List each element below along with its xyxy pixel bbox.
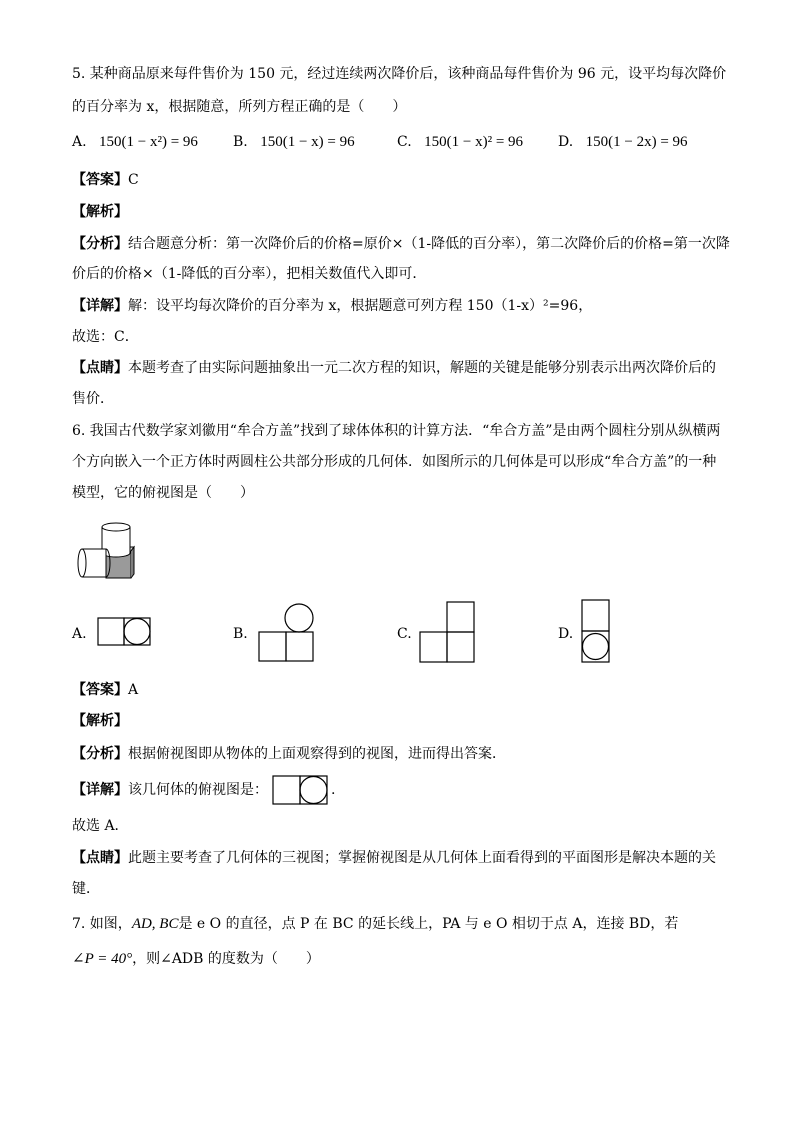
fenxi-tag: 【分析】 (72, 236, 128, 252)
q7-line-2-rest: ，则∠ADB 的度数为（ ） (132, 951, 320, 967)
xiangjie-text: 该几何体的俯视图是： (128, 782, 268, 798)
option-expression: 150(1 − x)² = 96 (424, 134, 524, 150)
q5-guxuan: 故选：C． (72, 329, 139, 345)
fenxi-tag: 【分析】 (72, 746, 128, 762)
q5-line-1: 5. 某种商品原来每件售价为 150 元，经过连续两次降价后，该种商品每件售价为 96 元，设平均每次降价 (72, 66, 727, 82)
q5-option-a[interactable] (72, 132, 198, 152)
option-expression: 150(1 − x) = 96 (260, 134, 355, 150)
option-label: C. (397, 134, 412, 150)
q5-xiangjie (72, 296, 592, 316)
q5-option-b[interactable] (233, 132, 355, 152)
q6-option-b-label[interactable]: B. (233, 626, 248, 642)
q5-line-2: 的百分率为 x，根据随意，所列方程正确的是（ ） (72, 99, 407, 115)
q6-line-1: 6. 我国古代数学家刘徽用“牟合方盖”找到了球体体积的计算方法．“牟合方盖”是由两个圆柱分别从纵横两 (72, 423, 721, 439)
q6-option-c-figure[interactable] (419, 601, 475, 663)
dianjing-tag: 【点睛】 (72, 850, 128, 866)
fenxi-text: 结合题意分析：第一次降价后的价格=原价×（1-降低的百分率），第二次降价后的价格=第一次降 (128, 236, 730, 252)
dianjing-text: 此题主要考查了几何体的三视图；掌握俯视图是从几何体上面看得到的平面图形是解决本题的关 (128, 850, 716, 866)
q6-dianjing-line-1 (72, 848, 716, 868)
q6-analysis-tag: 【解析】 (72, 713, 128, 729)
q7-line-1-rest: 是 e O 的直径，点 P 在 BC 的延长线上，PA 与 e O 相切于点 A，连接 BD，若 (178, 916, 679, 932)
q6-option-a-figure[interactable] (97, 617, 151, 647)
q6-answer (72, 680, 138, 700)
answer-tag: 【答案】 (72, 682, 128, 698)
option-expression: 150(1 − x²) = 96 (99, 134, 198, 150)
q5-option-d[interactable] (558, 132, 688, 152)
q6-option-c-label[interactable]: C. (397, 626, 412, 642)
xiangjie-text: 解：设平均每次降价的百分率为 x，根据题意可列方程 150（1-x）²=96， (128, 298, 593, 314)
q7-ad-bc: AD, BC (131, 916, 179, 932)
answer-value: C (128, 172, 139, 188)
option-label: D. (558, 134, 574, 150)
fenxi-text: 根据俯视图即从物体的上面观察得到的视图，进而得出答案． (128, 746, 506, 762)
xiangjie-tag: 【详解】 (72, 782, 128, 798)
q6-option-a-label[interactable]: A. (72, 626, 87, 642)
q6-solid-figure (74, 519, 136, 583)
q6-xiangjie (72, 780, 268, 800)
answer-value: A (128, 682, 139, 698)
q7-line-1 (72, 914, 678, 934)
q6-line-2: 个方向嵌入一个正方体时两圆柱公共部分形成的几何体．如图所示的几何体是可以形成“牟合方盖”的一种 (72, 454, 717, 470)
q5-fenxi-line-2: 价后的价格×（1-降低的百分率），把相关数值代入即可． (72, 266, 427, 282)
q7-line-2 (72, 949, 320, 969)
dianjing-tag: 【点睛】 (72, 360, 128, 376)
q6-guxuan: 故选 A． (72, 818, 129, 834)
q6-answer-figure (272, 775, 328, 805)
q6-option-b-figure[interactable] (258, 602, 314, 662)
q6-dianjing-line-2: 键． (72, 881, 100, 897)
q5-dianjing-line-1 (72, 358, 716, 378)
dianjing-text: 本题考查了由实际问题抽象出一元二次方程的知识，解题的关键是能够分别表示出两次降价后的 (128, 360, 716, 376)
q6-xiangjie-period: . (331, 782, 336, 798)
q6-fenxi (72, 744, 506, 764)
option-expression: 150(1 − 2x) = 96 (585, 134, 688, 150)
option-label: B. (233, 134, 248, 150)
q7-angle-p: ∠P = 40° (72, 951, 133, 967)
q6-option-d-figure[interactable] (581, 599, 611, 663)
xiangjie-tag: 【详解】 (72, 298, 128, 314)
answer-tag: 【答案】 (72, 172, 128, 188)
q6-line-3: 模型，它的俯视图是（ ） (72, 485, 254, 501)
q5-analysis-tag: 【解析】 (72, 204, 128, 220)
q6-option-d-label[interactable]: D. (558, 626, 574, 642)
option-label: A. (72, 134, 87, 150)
q5-answer (72, 170, 139, 190)
q5-dianjing-line-2: 售价． (72, 391, 114, 407)
q5-option-c[interactable] (397, 132, 523, 152)
q5-fenxi-line-1 (72, 234, 730, 254)
q7-intro: 7. 如图， (72, 916, 132, 932)
